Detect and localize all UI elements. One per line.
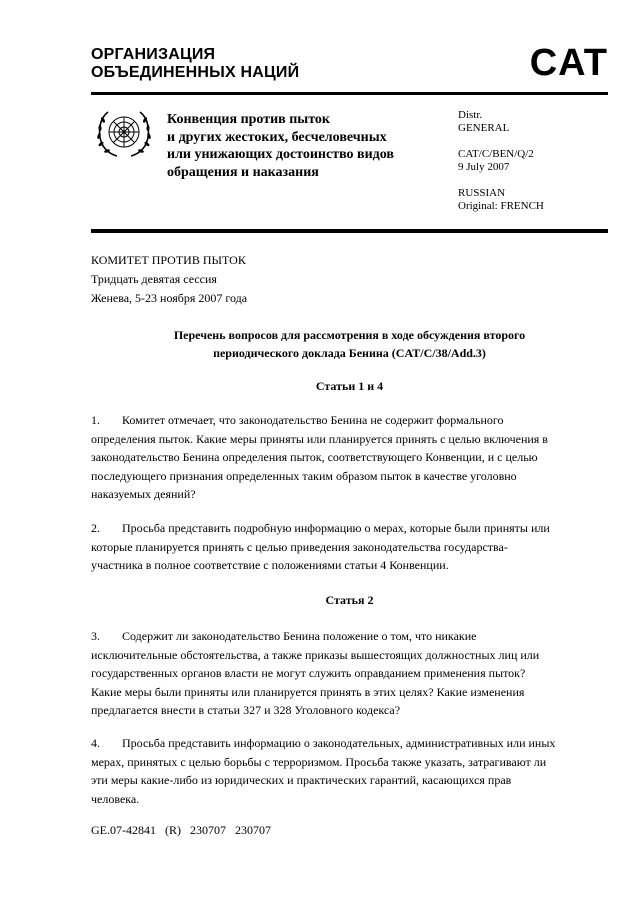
- convention-title-line-1: Конвенция против пыток: [167, 112, 330, 127]
- job-number-footer: GE.07-42841 (R) 230707 230707: [91, 823, 271, 837]
- convention-title-line-3: или унижающих достоинство видов: [167, 147, 394, 162]
- un-emblem-icon: [95, 108, 153, 160]
- paragraph-line: Какие меры были приняты или планируется принять в этих целях? Какие изменения: [91, 684, 525, 699]
- paragraph-number: 1.: [91, 413, 100, 427]
- organization-name: [91, 46, 299, 82]
- paragraph-line: человека.: [91, 791, 140, 806]
- paragraph-line: наказуемых деяний?: [91, 487, 196, 501]
- distr-spacer: [458, 135, 544, 148]
- paragraph-4: [91, 734, 611, 808]
- committee-place-dates: Женева, 5-23 ноября 2007 года: [91, 291, 248, 305]
- paragraph-1: [91, 411, 611, 504]
- paragraph-line: исключительные обстоятельства, а также приказы вышестоящих должностных лиц или: [91, 647, 540, 662]
- paragraph-line: Просьба представить подробную информацию о мерах, которые были приняты или: [122, 521, 550, 535]
- distribution-block: [458, 109, 544, 213]
- paragraph-line: мерах, принятых с целью борьбы с терроризмом. Просьба также указать, затрагивают ли: [91, 754, 547, 769]
- convention-title: [167, 111, 394, 181]
- section-heading-articles-1-4: Статьи 1 и 4: [315, 379, 384, 393]
- paragraph-line: Просьба представить информацию о законодательных, административных или иных: [122, 736, 556, 750]
- convention-title-line-2: и других жестоких, бесчеловечных: [167, 129, 387, 145]
- committee-name: КОМИТЕТ ПРОТИВ ПЫТОК: [91, 253, 246, 267]
- paragraph-number: 2.: [91, 521, 100, 535]
- document-language: RUSSIAN: [458, 187, 506, 199]
- paragraph-line: Комитет отмечает, что законодательство Бенина не содержит формального: [122, 413, 504, 427]
- document-title-line-1: Перечень вопросов для рассмотрения в ходе обсуждения второго: [173, 328, 526, 342]
- paragraph-2: [91, 519, 611, 575]
- header-bottom-rule: [91, 229, 608, 233]
- convention-title-line-4: обращения и наказания: [167, 164, 319, 180]
- header-top-rule: [91, 92, 608, 95]
- paragraph-number: 4.: [91, 736, 100, 750]
- cat-symbol-logo: CAT: [529, 42, 608, 84]
- paragraph-line: которые планируется принять с целью приведения законодательства государства-: [91, 539, 508, 554]
- section-heading-article-2: Статья 2: [325, 593, 374, 607]
- paragraph-line: государственных органов власти не могут служить оправданием применения пыток?: [91, 666, 526, 680]
- distr-value: GENERAL: [458, 122, 510, 134]
- distr-label: Distr.: [458, 109, 483, 121]
- paragraph-line: законодательство Бенина определения пыток, соответствующего Конвенции, и с целью: [91, 450, 538, 464]
- paragraph-line: определения пыток. Какие меры приняты или планируется принять с целью включения в: [91, 431, 548, 446]
- document-title: [91, 326, 608, 362]
- committee-session: Тридцать девятая сессия: [91, 272, 217, 286]
- distr-spacer: [458, 174, 544, 187]
- paragraph-line: участника в полное соответствие с положениями статьи 4 Конвенции.: [91, 558, 449, 572]
- paragraph-line: Содержит ли законодательство Бенина положение о том, что никакие: [122, 629, 477, 643]
- paragraph-line: последующего признания определенных таким образом пыток в качестве уголовно: [91, 468, 517, 483]
- paragraph-line: предлагается внести в статьи 327 и 328 Уголовного кодекса?: [91, 703, 401, 717]
- paragraph-line: эти меры какие-либо из юридических и практических гарантий, касающихся прав: [91, 773, 512, 787]
- document-symbol: CAT/C/BEN/Q/2: [458, 148, 534, 160]
- org-name-line-2: ОБЪЕДИНЕННЫХ НАЦИЙ: [91, 64, 300, 81]
- paragraph-3: [91, 627, 611, 720]
- committee-block: [91, 251, 247, 308]
- org-name-line-1: ОРГАНИЗАЦИЯ: [91, 46, 216, 63]
- original-language: Original: FRENCH: [458, 200, 544, 212]
- paragraph-number: 3.: [91, 629, 100, 643]
- document-title-line-2: периодического доклада Бенина (CAT/C/38/Add.3): [213, 346, 486, 360]
- document-date: 9 July 2007: [458, 161, 510, 173]
